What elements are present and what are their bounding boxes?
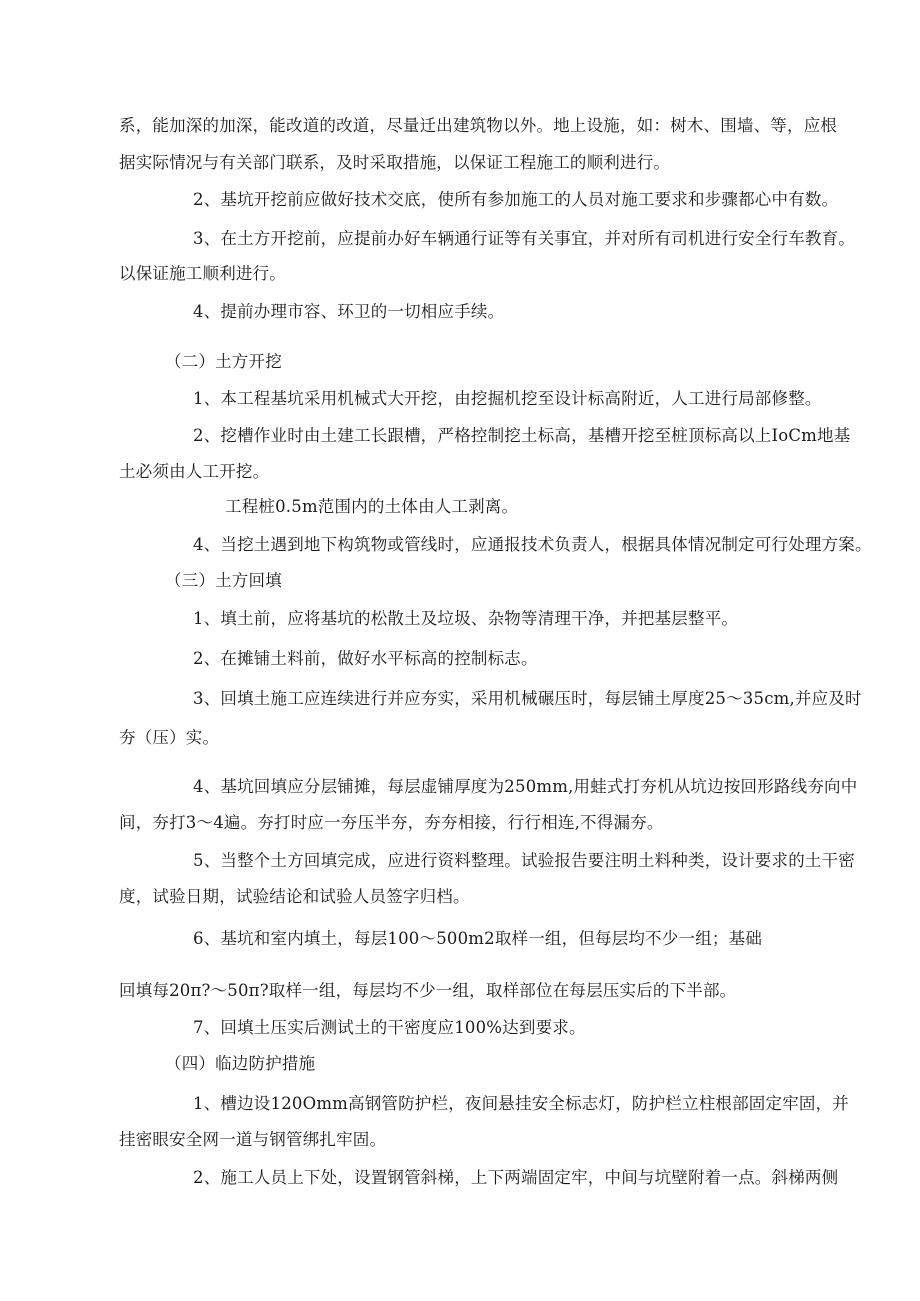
text-line: 1、槽边设120Omm高钢管防护栏，夜间悬挂安全标志灯，防护栏立柱根部固定牢固，并	[193, 1094, 850, 1113]
text-line: 间，夯打3～4遍。夯打时应一夯压半夯，夯夯相接，行行相连,不得漏夯。	[119, 813, 664, 832]
text-line: 1、本工程基坑采用机械式大开挖，由挖掘机挖至设计标高附近，人工进行局部修整。	[193, 389, 822, 408]
section-heading: （三）土方回填	[165, 571, 282, 590]
text-line: 度，试验日期，试验结论和试验人员签字归档。	[119, 887, 470, 906]
text-line: 回填每20π?～50π?取样一组，每层均不少一组，取样部位在每层压实后的下半部。	[119, 981, 737, 1000]
text-line: 以保证施工顺利进行。	[119, 264, 286, 283]
text-line: 2、施工人员上下处，设置钢管斜梯，上下两端固定牢，中间与坑壁附着一点。斜梯两侧	[193, 1168, 839, 1187]
text-line: 7、回填土压实后测试土的干密度应100%达到要求。	[193, 1018, 586, 1037]
text-line: 6、基坑和室内填土，每层100～500m2取样一组，但每层均不少一组；基础	[193, 929, 763, 948]
text-line: 土必须由人工开挖。	[119, 462, 270, 481]
text-line: 3、回填土施工应连续进行并应夯实，采用机械碾压时，每层铺土厚度25～35cm,并应及时	[193, 689, 862, 708]
text-line: 1、填土前，应将基坑的松散土及垃圾、杂物等清理干净，并把基层整平。	[193, 609, 739, 628]
text-line: 4、当挖土遇到地下构筑物或管线时，应通报技术负责人，根据具体情况制定可行处理方案。	[193, 535, 872, 554]
text-line: 4、基坑回填应分层铺摊，每层虚铺厚度为250mm,用蛙式打夯机从坑边按回形路线夯向中	[193, 777, 858, 796]
text-line: 2、基坑开挖前应做好技术交底，使所有参加施工的人员对施工要求和步骤都心中有数。	[193, 190, 839, 209]
text-line: 夯（压）实。	[119, 728, 220, 747]
section-heading: （二）土方开挖	[165, 352, 282, 371]
text-line: 工程桩0.5m范围内的土体由人工剥离。	[225, 497, 519, 516]
text-line: 2、在摊铺土料前，做好水平标高的控制标志。	[193, 649, 538, 668]
text-line: 3、在土方开挖前，应提前办好车辆通行证等有关事宜，并对所有司机进行安全行车教育。	[193, 229, 855, 248]
text-line: 挂密眼安全网一道与钢管绑扎牢固。	[119, 1130, 387, 1149]
text-line: 系，能加深的加深，能改道的改道，尽量迁出建筑物以外。地上设施，如：树木、围墙、等，应根	[119, 116, 838, 135]
text-line: 据实际情况与有关部门联系，及时采取措施，以保证工程施工的顺利进行。	[119, 153, 671, 172]
section-heading: （四）临边防护措施	[165, 1054, 316, 1073]
text-line: 4、提前办理市容、环卫的一切相应手续。	[193, 302, 505, 321]
text-line: 2、挖槽作业时由土建工长跟槽，严格控制挖土标高，基槽开挖至桩顶标高以上IoCm地基	[193, 426, 851, 445]
text-line: 5、当整个土方回填完成，应进行资料整理。试验报告要注明土料种类，设计要求的土干密	[193, 851, 855, 870]
